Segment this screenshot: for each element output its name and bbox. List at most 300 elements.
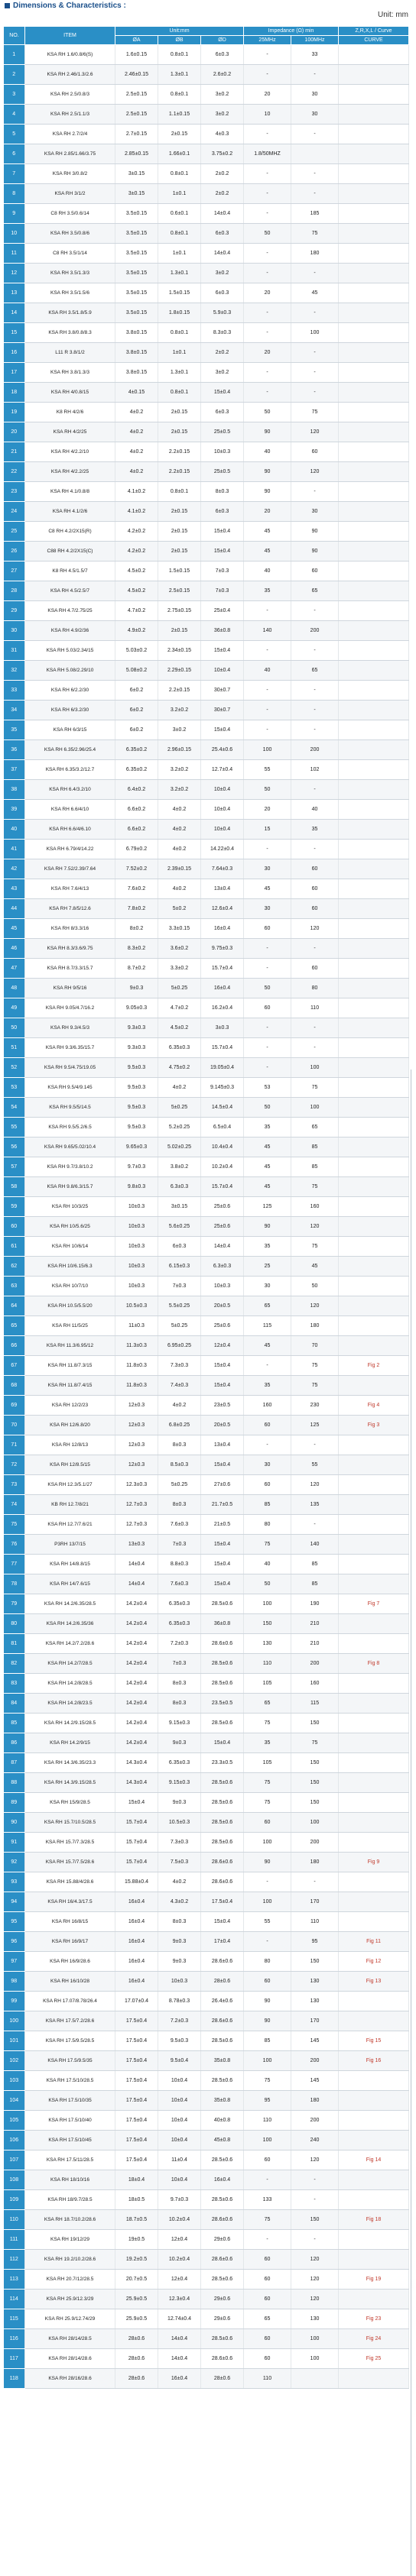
curve-link [339, 1515, 409, 1535]
dim-d-value: 15.7±0.4 [201, 959, 244, 979]
row-number: 68 [4, 1376, 25, 1396]
dim-a-value: 14±0.4 [115, 1574, 158, 1594]
dim-d-value: 28.5±0.6 [201, 1594, 244, 1614]
curve-link [339, 1018, 409, 1038]
dim-a-value: 14±0.4 [115, 1555, 158, 1574]
dim-d-value: 28±0.6 [201, 2369, 244, 2389]
impedance-25mhz: 80 [244, 1515, 291, 1535]
dim-d-value: 6.5±0.4 [201, 1118, 244, 1138]
curve-link[interactable]: Fig 7 [339, 1594, 409, 1614]
item-name: KSA RH 9.5/4/9.145 [25, 1078, 115, 1098]
row-number: 74 [4, 1495, 25, 1515]
dim-a-value: 4.5±0.2 [115, 561, 158, 581]
dim-a-value: 3.8±0.15 [115, 323, 158, 343]
dim-d-value: 14±0.4 [201, 204, 244, 224]
table-row [4, 85, 409, 105]
row-number: 33 [4, 681, 25, 701]
curve-link [339, 1694, 409, 1714]
impedance-25mhz: - [244, 1932, 291, 1952]
impedance-100mhz: 60 [291, 879, 339, 899]
curve-link[interactable]: Fig 4 [339, 1396, 409, 1416]
impedance-25mhz: - [244, 939, 291, 959]
item-name: KSA RH 2.5/1.1/3 [25, 105, 115, 125]
item-name: KSA RH 14.2/8/28.5 [25, 1674, 115, 1694]
dim-a-value: 15±0.4 [115, 1793, 158, 1813]
dim-a-value: 4.5±0.2 [115, 581, 158, 601]
item-name: KSA RH 18.7/10.2/28.6 [25, 2210, 115, 2230]
impedance-100mhz: 130 [291, 1972, 339, 1992]
dim-a-value: 28±0.6 [115, 2329, 158, 2349]
curve-link[interactable]: Fig 14 [339, 2150, 409, 2170]
row-number: 110 [4, 2210, 25, 2230]
dim-b-value: 2±0.15 [158, 522, 201, 542]
curve-link[interactable]: Fig 9 [339, 1853, 409, 1872]
dim-b-value: 2.2±0.15 [158, 681, 201, 701]
impedance-100mhz: 85 [291, 1555, 339, 1574]
item-name: KSA RH 16/9/17 [25, 1932, 115, 1952]
curve-link[interactable]: Fig 23 [339, 2309, 409, 2329]
impedance-100mhz: 120 [291, 462, 339, 482]
impedance-100mhz: - [291, 343, 339, 363]
table-row [4, 125, 409, 144]
impedance-100mhz: 45 [291, 283, 339, 303]
dim-b-value: 1±0.1 [158, 343, 201, 363]
impedance-100mhz: 100 [291, 2349, 339, 2369]
dim-b-value: 5.02±0.25 [158, 1138, 201, 1157]
dim-d-value: 28.5±0.6 [201, 1813, 244, 1833]
dim-b-value: 3.2±0.2 [158, 701, 201, 720]
impedance-25mhz: - [244, 1872, 291, 1892]
dim-a-value: 15.7±0.4 [115, 1813, 158, 1833]
curve-link [339, 1058, 409, 1078]
item-name: KSA RH 6.6/4/10 [25, 800, 115, 820]
dim-a-value: 8.7±0.2 [115, 959, 158, 979]
item-name: K8 RH 4/2/6 [25, 403, 115, 422]
dim-d-value: 28.6±0.6 [201, 1853, 244, 1872]
header-item: ITEM [25, 27, 115, 45]
impedance-25mhz: - [244, 701, 291, 720]
table-row [4, 2290, 409, 2309]
dim-a-value: 14.3±0.4 [115, 1773, 158, 1793]
curve-link[interactable]: Fig 12 [339, 1952, 409, 1972]
table-row [4, 1952, 409, 1972]
dim-a-value: 15.88±0.4 [115, 1872, 158, 1892]
dim-b-value: 5.5±0.25 [158, 1296, 201, 1316]
impedance-25mhz: 150 [244, 1614, 291, 1634]
impedance-100mhz: 85 [291, 1574, 339, 1594]
dim-a-value: 17.5±0.4 [115, 2091, 158, 2111]
dim-b-value: 5±0.25 [158, 1098, 201, 1118]
impedance-100mhz: - [291, 2190, 339, 2210]
item-name: KSA RH 17.5/7.2/28.6 [25, 2011, 115, 2031]
dim-a-value: 11.3±0.3 [115, 1336, 158, 1356]
item-name: KSA RH 3.5/1.3/3 [25, 264, 115, 283]
impedance-100mhz: - [291, 363, 339, 383]
dim-b-value: 4.75±0.2 [158, 1058, 201, 1078]
table-row [4, 681, 409, 701]
dim-d-value: 25±0.6 [201, 1197, 244, 1217]
dim-a-value: 12±0.3 [115, 1396, 158, 1416]
dim-b-value: 2±0.15 [158, 621, 201, 641]
curve-link [339, 1813, 409, 1833]
dim-d-value: 15±0.4 [201, 720, 244, 740]
table-row [4, 224, 409, 244]
table-row [4, 1912, 409, 1932]
dim-d-value: 7±0.3 [201, 581, 244, 601]
impedance-100mhz: - [291, 780, 339, 800]
row-number: 65 [4, 1316, 25, 1336]
item-name: KSA RH 17.5/10/35 [25, 2091, 115, 2111]
impedance-100mhz: 102 [291, 760, 339, 780]
dim-d-value: 30±0.7 [201, 681, 244, 701]
dim-a-value: 2.5±0.15 [115, 105, 158, 125]
table-row [4, 462, 409, 482]
impedance-100mhz: 60 [291, 859, 339, 879]
curve-link [339, 1098, 409, 1118]
dim-a-value: 11.8±0.3 [115, 1376, 158, 1396]
curve-link[interactable]: Fig 18 [339, 2210, 409, 2230]
item-name: KSA RH 12/8.5/15 [25, 1455, 115, 1475]
item-name: KSA RH 10/6/14 [25, 1237, 115, 1257]
dim-a-value: 17.5±0.4 [115, 2111, 158, 2131]
impedance-25mhz: 45 [244, 522, 291, 542]
curve-link [339, 343, 409, 363]
curve-link [339, 1336, 409, 1356]
curve-link [339, 2230, 409, 2250]
row-number: 4 [4, 105, 25, 125]
dim-b-value: 9.5±0.4 [158, 2051, 201, 2071]
curve-link[interactable]: Fig 15 [339, 2031, 409, 2051]
curve-link [339, 522, 409, 542]
impedance-25mhz: 75 [244, 1773, 291, 1793]
dim-b-value: 1.5±0.15 [158, 561, 201, 581]
row-number: 40 [4, 820, 25, 840]
dim-b-value: 3.8±0.2 [158, 1157, 201, 1177]
table-row [4, 720, 409, 740]
curve-link[interactable]: Fig 13 [339, 1972, 409, 1992]
curve-link [339, 264, 409, 283]
curve-link[interactable]: Fig 11 [339, 1932, 409, 1952]
curve-link [339, 581, 409, 601]
dim-b-value: 4±0.2 [158, 820, 201, 840]
dim-b-value: 2.5±0.15 [158, 581, 201, 601]
impedance-100mhz: 120 [291, 2270, 339, 2290]
dim-a-value: 4±0.2 [115, 442, 158, 462]
curve-link[interactable]: Fig 25 [339, 2349, 409, 2369]
row-number: 101 [4, 2031, 25, 2051]
dim-a-value: 3.8±0.15 [115, 343, 158, 363]
row-number: 2 [4, 65, 25, 85]
curve-link [339, 979, 409, 998]
impedance-100mhz: 90 [291, 542, 339, 561]
curve-link [339, 144, 409, 164]
curve-link[interactable]: Fig 8 [339, 1654, 409, 1674]
curve-link [339, 502, 409, 522]
dim-b-value: 10±0.4 [158, 2131, 201, 2150]
dim-b-value: 4.5±0.2 [158, 1018, 201, 1038]
dim-a-value: 4±0.15 [115, 383, 158, 403]
table-row [4, 244, 409, 264]
impedance-100mhz: - [291, 1872, 339, 1892]
impedance-100mhz: 125 [291, 1416, 339, 1435]
dim-d-value: 6±0.3 [201, 403, 244, 422]
row-number: 19 [4, 403, 25, 422]
dim-b-value: 2.2±0.15 [158, 462, 201, 482]
impedance-100mhz: 120 [291, 919, 339, 939]
row-number: 86 [4, 1733, 25, 1753]
impedance-100mhz: 180 [291, 2091, 339, 2111]
table-row [4, 601, 409, 621]
impedance-25mhz: 30 [244, 859, 291, 879]
dim-d-value: 6±0.3 [201, 45, 244, 65]
impedance-25mhz: - [244, 244, 291, 264]
item-name: C88 RH 4.2/2X15(C) [25, 542, 115, 561]
impedance-25mhz: 35 [244, 1376, 291, 1396]
impedance-100mhz: - [291, 601, 339, 621]
dim-d-value: 10.2±0.4 [201, 1157, 244, 1177]
dim-b-value: 9.7±0.3 [158, 2190, 201, 2210]
table-row [4, 2111, 409, 2131]
table-row [4, 800, 409, 820]
curve-link[interactable]: Fig 24 [339, 2329, 409, 2349]
curve-link [339, 1078, 409, 1098]
dim-b-value: 0.8±0.1 [158, 224, 201, 244]
row-number: 64 [4, 1296, 25, 1316]
dim-d-value: 12.6±0.4 [201, 899, 244, 919]
dim-b-value: 3±0.2 [158, 720, 201, 740]
dim-b-value: 4.7±0.2 [158, 998, 201, 1018]
curve-link [339, 780, 409, 800]
impedance-100mhz: 60 [291, 959, 339, 979]
impedance-100mhz: 75 [291, 1376, 339, 1396]
impedance-100mhz: 160 [291, 1197, 339, 1217]
item-name: KSA RH 28/14/28.5 [25, 2329, 115, 2349]
impedance-25mhz: - [244, 164, 291, 184]
row-number: 89 [4, 1793, 25, 1813]
curve-link [339, 244, 409, 264]
item-name: KSA RH 8.7/3.3/15.7 [25, 959, 115, 979]
curve-link [339, 959, 409, 979]
curve-link [339, 85, 409, 105]
dim-d-value: 28.6±0.6 [201, 1634, 244, 1654]
dim-a-value: 6.6±0.2 [115, 820, 158, 840]
dim-d-value: 45±0.8 [201, 2131, 244, 2150]
table-row [4, 383, 409, 403]
dim-a-value: 4.1±0.2 [115, 482, 158, 502]
impedance-25mhz: 55 [244, 1912, 291, 1932]
dim-d-value: 15±0.4 [201, 542, 244, 561]
item-name: KSA RH 9.7/3.8/10.2 [25, 1157, 115, 1177]
dim-b-value: 3.3±0.2 [158, 959, 201, 979]
impedance-25mhz: 140 [244, 621, 291, 641]
dim-a-value: 3.5±0.15 [115, 303, 158, 323]
impedance-100mhz: 150 [291, 1773, 339, 1793]
item-name: KSA RH 7.6/4/13 [25, 879, 115, 899]
impedance-25mhz: 50 [244, 224, 291, 244]
dim-b-value: 5±0.25 [158, 1316, 201, 1336]
dim-b-value: 9±0.3 [158, 1793, 201, 1813]
table-row [4, 561, 409, 581]
dim-a-value: 14.2±0.4 [115, 1654, 158, 1674]
section-title [5, 0, 126, 11]
dim-d-value: 10±0.4 [201, 800, 244, 820]
row-number: 80 [4, 1614, 25, 1634]
impedance-25mhz: 100 [244, 740, 291, 760]
curve-link[interactable]: Fig 19 [339, 2270, 409, 2290]
impedance-100mhz: 40 [291, 800, 339, 820]
item-name: KSA RH 4/2/25 [25, 422, 115, 442]
row-number: 5 [4, 125, 25, 144]
dimensions-table [3, 26, 409, 2389]
impedance-25mhz: - [244, 959, 291, 979]
curve-link[interactable]: Fig 2 [339, 1356, 409, 1376]
item-name: KSA RH 10/7/10 [25, 1277, 115, 1296]
item-name: KSA RH 4.1/2/6 [25, 502, 115, 522]
impedance-100mhz: 30 [291, 105, 339, 125]
table-row [4, 1753, 409, 1773]
dim-d-value: 14±0.4 [201, 1237, 244, 1257]
table-row [4, 542, 409, 561]
impedance-100mhz: 150 [291, 1793, 339, 1813]
impedance-25mhz: - [244, 363, 291, 383]
item-name: KSA RH 3/0.8/2 [25, 164, 115, 184]
curve-link[interactable]: Fig 3 [339, 1416, 409, 1435]
dim-a-value: 9.5±0.3 [115, 1078, 158, 1098]
row-number: 37 [4, 760, 25, 780]
table-row [4, 2051, 409, 2071]
impedance-100mhz: - [291, 2170, 339, 2190]
table-row [4, 1475, 409, 1495]
impedance-100mhz: 60 [291, 442, 339, 462]
impedance-25mhz: 50 [244, 780, 291, 800]
row-number: 47 [4, 959, 25, 979]
dim-b-value: 7±0.3 [158, 1654, 201, 1674]
table-row [4, 1157, 409, 1177]
dim-b-value: 12±0.4 [158, 2270, 201, 2290]
item-name: KSA RH 3.8/0.8/8.3 [25, 323, 115, 343]
item-name: KSA RH 10/6.15/6.3 [25, 1257, 115, 1277]
dim-d-value: 16±0.4 [201, 979, 244, 998]
dim-a-value: 4±0.2 [115, 422, 158, 442]
curve-link [339, 1277, 409, 1296]
impedance-100mhz: 185 [291, 204, 339, 224]
dim-a-value: 14.3±0.4 [115, 1753, 158, 1773]
header-impedance: Impedance (Ω) min [244, 27, 339, 36]
item-name: KSA RH 8.3/3.6/9.75 [25, 939, 115, 959]
row-number: 92 [4, 1853, 25, 1872]
curve-link [339, 283, 409, 303]
impedance-25mhz: 30 [244, 1455, 291, 1475]
dim-b-value: 10±0.4 [158, 2170, 201, 2190]
dim-a-value: 4.9±0.2 [115, 621, 158, 641]
impedance-100mhz: - [291, 720, 339, 740]
curve-link [339, 939, 409, 959]
curve-link [339, 482, 409, 502]
item-name: KSA RH 17.5/10/40 [25, 2111, 115, 2131]
dim-b-value: 1.3±0.1 [158, 65, 201, 85]
item-name: KSA RH 7.52/2.39/7.64 [25, 859, 115, 879]
dim-a-value: 16±0.4 [115, 1972, 158, 1992]
item-name: KSA RH 9.3/6.35/15.7 [25, 1038, 115, 1058]
dim-d-value: 29±0.6 [201, 2309, 244, 2329]
dim-b-value: 2.96±0.15 [158, 740, 201, 760]
dim-b-value: 12.74±0.4 [158, 2309, 201, 2329]
dim-b-value: 1.66±0.1 [158, 144, 201, 164]
table-row [4, 442, 409, 462]
table-row [4, 502, 409, 522]
row-number: 71 [4, 1435, 25, 1455]
table-row [4, 1872, 409, 1892]
table-row [4, 1098, 409, 1118]
table-row [4, 919, 409, 939]
dim-d-value: 28.5±0.6 [201, 1674, 244, 1694]
table-row [4, 2270, 409, 2290]
table-row [4, 1555, 409, 1574]
curve-link [339, 1614, 409, 1634]
dim-d-value: 28.5±0.6 [201, 2190, 244, 2210]
item-name: KSA RH 15.7/10.5/28.5 [25, 1813, 115, 1833]
dim-a-value: 11±0.3 [115, 1316, 158, 1336]
row-number: 93 [4, 1872, 25, 1892]
dim-b-value: 2.39±0.15 [158, 859, 201, 879]
table-row [4, 740, 409, 760]
impedance-100mhz: 85 [291, 1157, 339, 1177]
row-number: 26 [4, 542, 25, 561]
impedance-100mhz: 100 [291, 2329, 339, 2349]
table-row [4, 184, 409, 204]
impedance-25mhz: 75 [244, 1793, 291, 1813]
impedance-100mhz: 210 [291, 1634, 339, 1654]
dim-a-value: 17.5±0.4 [115, 2131, 158, 2150]
item-name: KSA RH 15.7/7.5/28.6 [25, 1853, 115, 1872]
impedance-100mhz: - [291, 1435, 339, 1455]
impedance-100mhz: 120 [291, 2250, 339, 2270]
row-number: 53 [4, 1078, 25, 1098]
impedance-100mhz: - [291, 482, 339, 502]
dim-d-value: 6±0.3 [201, 224, 244, 244]
impedance-100mhz: 75 [291, 224, 339, 244]
dim-d-value: 28.6±0.6 [201, 2210, 244, 2230]
impedance-100mhz: - [291, 264, 339, 283]
impedance-25mhz: 110 [244, 1654, 291, 1674]
row-number: 111 [4, 2230, 25, 2250]
table-row [4, 2349, 409, 2369]
row-number: 73 [4, 1475, 25, 1495]
impedance-100mhz: 100 [291, 1058, 339, 1078]
row-number: 112 [4, 2250, 25, 2270]
item-name: C8 RH 4.2/2X15(R) [25, 522, 115, 542]
dim-d-value: 10.4±0.4 [201, 1138, 244, 1157]
row-number: 8 [4, 184, 25, 204]
curve-link [339, 820, 409, 840]
impedance-25mhz: 20 [244, 343, 291, 363]
row-number: 115 [4, 2309, 25, 2329]
impedance-25mhz: 65 [244, 2309, 291, 2329]
dim-b-value: 7.4±0.3 [158, 1376, 201, 1396]
impedance-100mhz: 170 [291, 1892, 339, 1912]
table-row [4, 1336, 409, 1356]
item-name: KSA RH 12/8/13 [25, 1435, 115, 1455]
curve-link [339, 2111, 409, 2131]
dim-b-value: 7.2±0.3 [158, 1634, 201, 1654]
curve-link[interactable]: Fig 16 [339, 2051, 409, 2071]
dim-d-value: 3±0.2 [201, 85, 244, 105]
dim-b-value: 0.8±0.1 [158, 164, 201, 184]
item-name: KSA RH 6.79/4/14.22 [25, 840, 115, 859]
dim-d-value: 28.5±0.6 [201, 1654, 244, 1674]
dim-d-value: 25±0.5 [201, 422, 244, 442]
item-name: KSA RH 9.5/5/14.5 [25, 1098, 115, 1118]
